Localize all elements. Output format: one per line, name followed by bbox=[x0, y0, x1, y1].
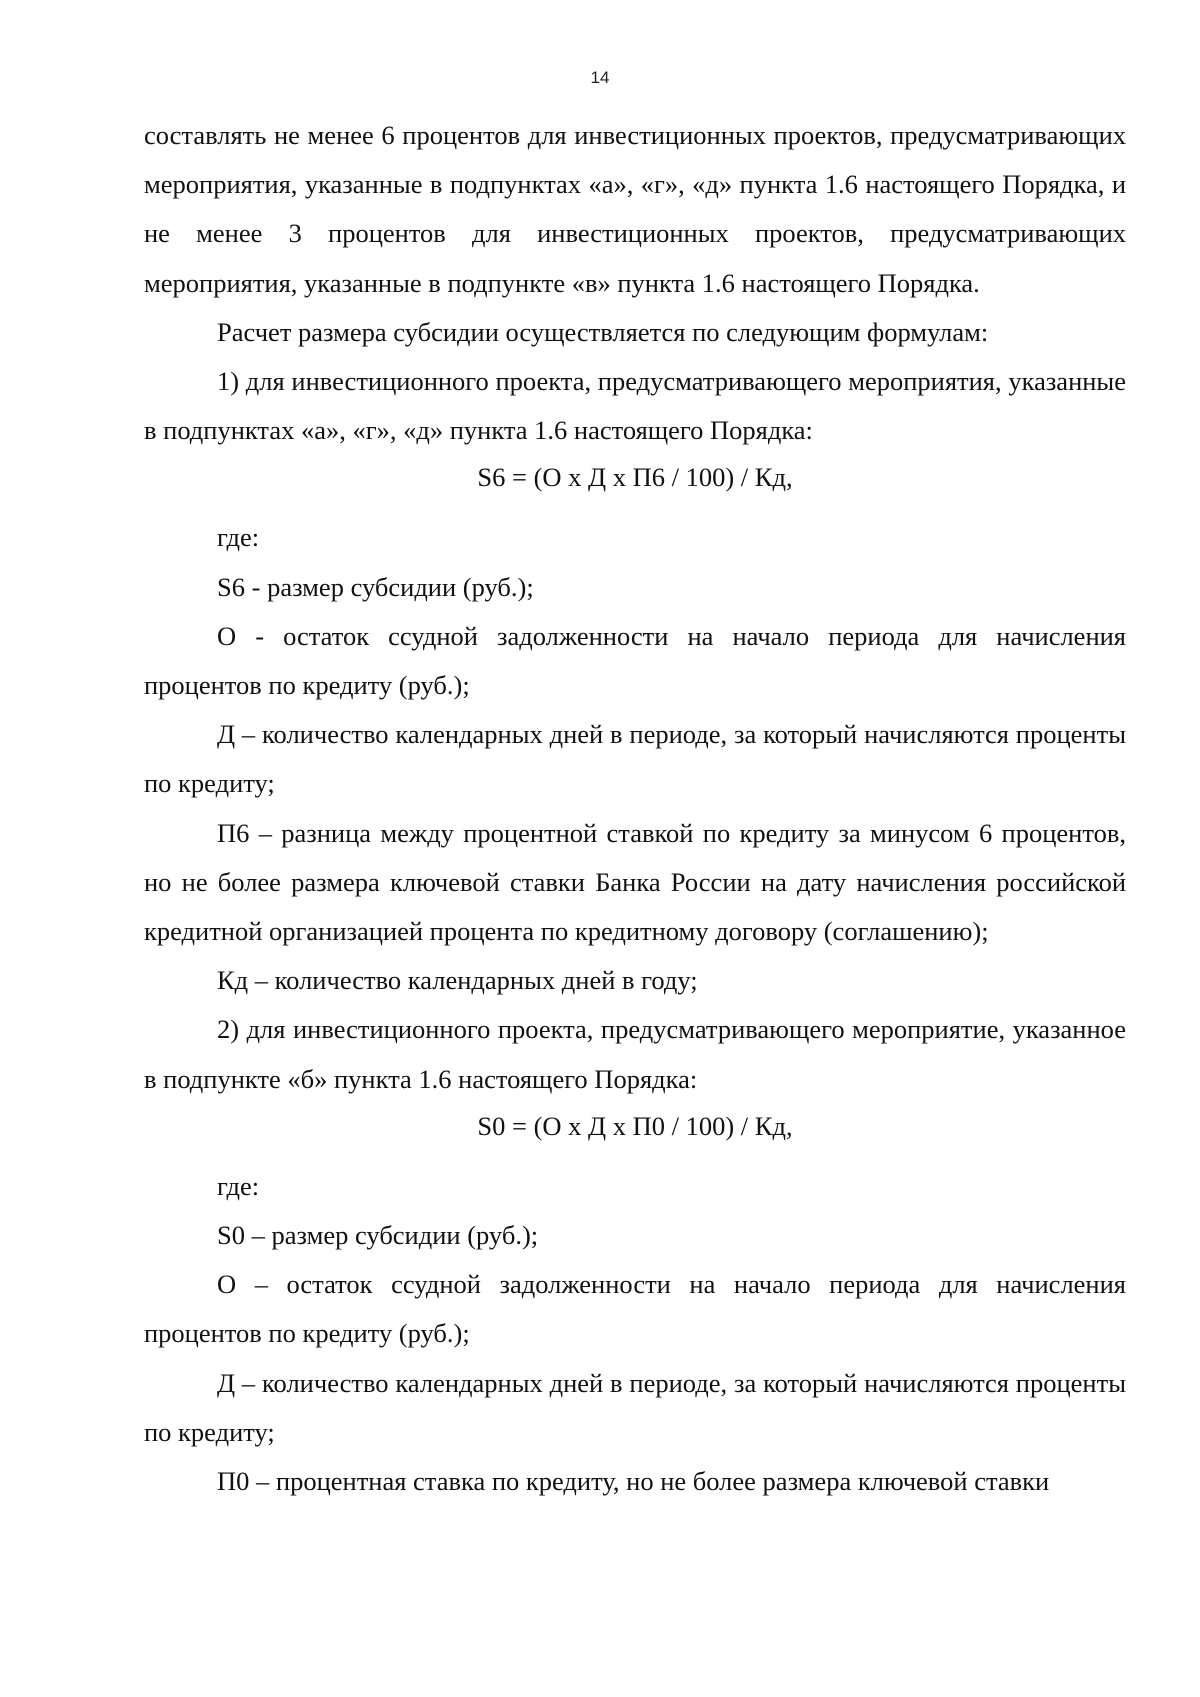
definition-kd-1: Кд – количество календарных дней в году; bbox=[217, 965, 698, 996]
definition-o-1: О - остаток ссудной задолженности на начало периода для начисления процентов по кредиту (руб.); bbox=[144, 620, 1126, 701]
formula-s6: S6 = (О х Д х П6 / 100) / Кд, bbox=[477, 462, 793, 493]
where-label-2: где: bbox=[217, 1170, 260, 1201]
definition-p0: П0 – процентная ставка по кредиту, но не более размера ключевой ставки bbox=[217, 1466, 1050, 1497]
definition-s6: S6 - размер субсидии (руб.); bbox=[217, 571, 534, 602]
definition-p6: П6 – разница между процентной ставкой по кредиту за минусом 6 процентов, но не более размера ключевой ставки Банка России на дату начисления российской кредитной организацией процента по кредитному договору (соглашению); bbox=[144, 817, 1126, 947]
paragraph-case-1: 1) для инвестиционного проекта, предусматривающего мероприятия, указанные в подпунктах «а», «г», «д» пункта 1.6 настоящего Порядка: bbox=[144, 366, 1126, 446]
page-number: 14 bbox=[590, 68, 610, 87]
formula-s0: S0 = (О х Д х П0 / 100) / Кд, bbox=[477, 1110, 793, 1141]
definition-o-2: О – остаток ссудной задолженности на начало периода для начисления процентов по кредиту (руб.); bbox=[144, 1269, 1126, 1349]
document-body bbox=[144, 111, 1126, 1506]
definition-d-1: Д – количество календарных дней в периоде, за который начисляются проценты по кредиту; bbox=[144, 719, 1126, 799]
where-label-1: где: bbox=[217, 522, 260, 553]
paragraph-case-2: 2) для инвестиционного проекта, предусматривающего мероприятие, указанное в подпункте «б» пункта 1.6 настоящего Порядка: bbox=[144, 1014, 1126, 1094]
definition-d-2: Д – количество календарных дней в периоде, за который начисляются проценты по кредиту; bbox=[144, 1367, 1126, 1447]
definition-s0: S0 – размер субсидии (руб.); bbox=[217, 1220, 539, 1251]
paragraph-continuation: составлять не менее 6 процентов для инвестиционных проектов, предусматривающих мероприятия, указанные в подпунктах «а», «г», «д» пункта 1.6 настоящего Порядка, и не менее 3 процентов для инвестиционных проектов, предусматривающих мероприятия, указанные в подпункте «в» пункта 1.6 настоящего Порядка. bbox=[144, 120, 1126, 298]
paragraph-calculation-intro: Расчет размера субсидии осуществляется по следующим формулам: bbox=[217, 316, 989, 347]
